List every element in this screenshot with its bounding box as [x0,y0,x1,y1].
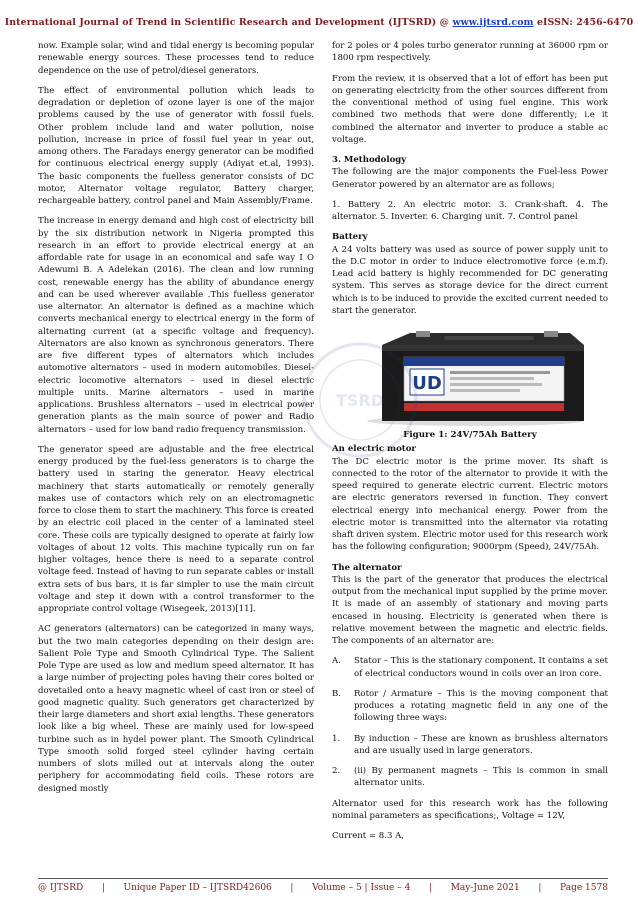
list-item [332,655,608,680]
paragraph: A 24 volts battery was used as source of power supply unit to the D.C motor in order to induce electromotive force (e.m.f). Lead acid battery is highly recommended for DC generating system. This serves as storage device for the direct current which is to be induced to provide the excited current needed to start the generator. [332,244,608,316]
paragraph: now. Example solar, wind and tidal energy is becoming popular renewable energy sources. These processes tend to reduce dependence on the use of petrol/diesel generators. [38,41,314,76]
paragraph: Current = 8.3 A, [332,831,405,841]
car-battery-icon [344,323,606,427]
paragraph: The following are the major components the Fuel-less Power Generator powered by an alternator are as follows; [332,167,608,190]
footer-divider [38,878,608,879]
header-issn: eISSN: 2456-6470 [533,17,634,28]
battery-figure [344,323,606,427]
footer-volume: Volume – 5 | Issue – 4 [312,883,411,893]
list-text: Stator – This is the stationary component. It contains a set of electrical conductors wound in coils over an iron core. [354,656,608,679]
subheading-battery: Battery [332,232,368,243]
footer-journal: @ IJTSRD [38,883,84,893]
footer-page-number: Page 1578 [560,883,608,893]
footer-separator: | [538,883,542,893]
paragraph: 1. Battery 2. An electric motor. 3. Crank-shaft. 4. The alternator. 5. Inverter. 6. Charging unit. 7. Control panel [332,199,608,222]
footer-paper-id: Unique Paper ID – IJTSRD42606 [123,883,272,893]
list-marker: A. [332,656,341,667]
right-column [332,40,608,850]
battery-brand-logo: UD [412,373,442,394]
footer-separator: | [290,883,294,893]
list-text: By induction – These are known as brushless alternators and are usually used in large generators. [354,733,608,756]
list-text: (ii) By permanent magnets – This is common in small alternator units. [354,766,608,789]
list-marker: 2. [332,766,341,776]
header-text: International Journal of Trend in Scientific Research and Development (IJTSRD) @ [4,17,453,28]
paragraph: for 2 poles or 4 poles turbo generator running at 36000 rpm or 1800 rpm respectively. [332,41,608,64]
paragraph: From the review, it is observed that a lot of effort has been put on generating electricity from the other sources different from the conventional method of using fuel engine. This work combined two methods that were done differently; i.e it combined the alternator and inverter to produce a stable ac voltage. [332,73,608,145]
paragraph: The increase in energy demand and high cost of electricity bill by the six distribution network in Nigeria prompted this research in an effort to provide electrical energy at an affordable rate for usage in an economical and safe way I O Adewumi B. A Adelekan (2016). The clean and low running cost, renewable energy has the ability of abundance energy and can be used wherever available .This fuelless generator use alternator. An alternator is defined as a machine which converts mechanical energy to electrical energy in the form of alternating current (at a specific voltage and frequency). Alternators are also known as synchronous generators. There are five different types of alternators which includes automotive alternators – used in modern automobiles. Diesel-electric locomotive alternators – used in diesel electric multiple units. Marine alternators – used in marine applications. Brushless alternators – used in electrical power generation plants as the main source of power and Radio alternators – used for low band radio frequency transmission. [38,216,314,435]
paragraph: Alternator used for this research work has the following nominal parameters as specifications;, Voltage = 12V, [332,798,608,821]
running-header [0,17,638,28]
section-heading-methodology: 3. Methodology [332,155,407,165]
paragraph: This is the part of the generator that produces the electrical output from the mechanical input supplied by the prime mover. It is made of an assembly of stationary and moving parts encased in housing. Electricity is generated when there is relative movement between the magnetic and electric fields. The components of an alternator are: [332,574,608,646]
list-item [332,688,608,725]
list-marker: 1. [332,733,341,744]
paragraph: The effect of environmental pollution which leads to degradation or depletion of ozone layer is one of the major problems caused by the use of generator with fossil fuels. Other problem include land and water pollution, noise pollution, increase in price of fossil fuel year in year out, among others. The Faradays energy generator can be modified for continuous electrical energy supply (Adiyat et.al, 1993). The basic components the fuelless generator consists of DC motor, Alternator voltage regulator, Battery charger, rechargeable battery, control panel and Main Assembly/Frame. [38,85,314,206]
paragraph: The DC electric motor is the prime mover. Its shaft is connected to the rotor of the alternator to provide it with the speed required to generate electric current. Electric motors are electric generators reversed in function. They convert electrical energy into mechanical energy. Power from the electric motor is transmitted into the alternator via rotating shaft driven system. Electric motor used for this research work has the following configuration; 9000rpm (Speed), 24V/75Ah. [332,456,608,553]
footer-separator: | [428,883,433,893]
list-item [332,765,608,790]
subheading-electric-motor: An electric motor [332,444,416,455]
left-column [38,40,314,803]
subheading-alternator: The alternator [332,562,402,573]
list-item [332,733,608,758]
footer-date: May-June 2021 [450,883,520,893]
footer-separator: | [101,883,105,893]
list-marker: B. [332,688,341,699]
list-text: Rotor / Armature – This is the moving component that produces a rotating magnetic field in any one of the following three ways: [354,688,608,724]
paragraph: The generator speed are adjustable and the free electrical energy produced by the fuel-less generators is to charge the battery used in staring the generator. Heavy electrical machinery that starts automatically or remotely generally makes use of contactors which rely on an electromagnetic force to close them to start the machinery. This force is created by an electric coil placed in the center of a laminated steel core. These coils are typically designed to operate at fairly low voltages of about 12 volts. This machine typically run on far higher voltages, hence there is need to a separate control voltage feed. Instead of having to run separate cables or install extra sets of bus bars, it is far simpler to use the main circuit voltage and step it down with a control transformer to the appropriate control voltage (Wisegeek, 2013)[11]. [38,444,314,614]
journal-website-link[interactable]: www.ijtsrd.com [452,17,534,28]
paragraph: AC generators (alternators) can be categorized in many ways, but the two main categories depending on their design are: Salient Pole Type and Smooth Cylindrical Type. The Salient Pole Type are used as low and medium speed alternator. It has a large number of projecting poles having their cores bolted or dovetailed onto a heavy magnetic wheel of cast iron or steel of good magnetic quality. Such generators get characterized by their large diameters and short axial lengths. These generators look like a big wheel. These are mainly used for low-speed turbine such as in hydel power plant. The Smooth Cylindrical Type smooth solid forged steel cylinder having certain numbers of slots milled out at intervals along the outer periphery for accommodating field coils. These rotors are designed mostly [38,624,314,794]
page-footer [38,883,608,893]
figure-caption: Figure 1: 24V/75Ah Battery [403,430,537,440]
